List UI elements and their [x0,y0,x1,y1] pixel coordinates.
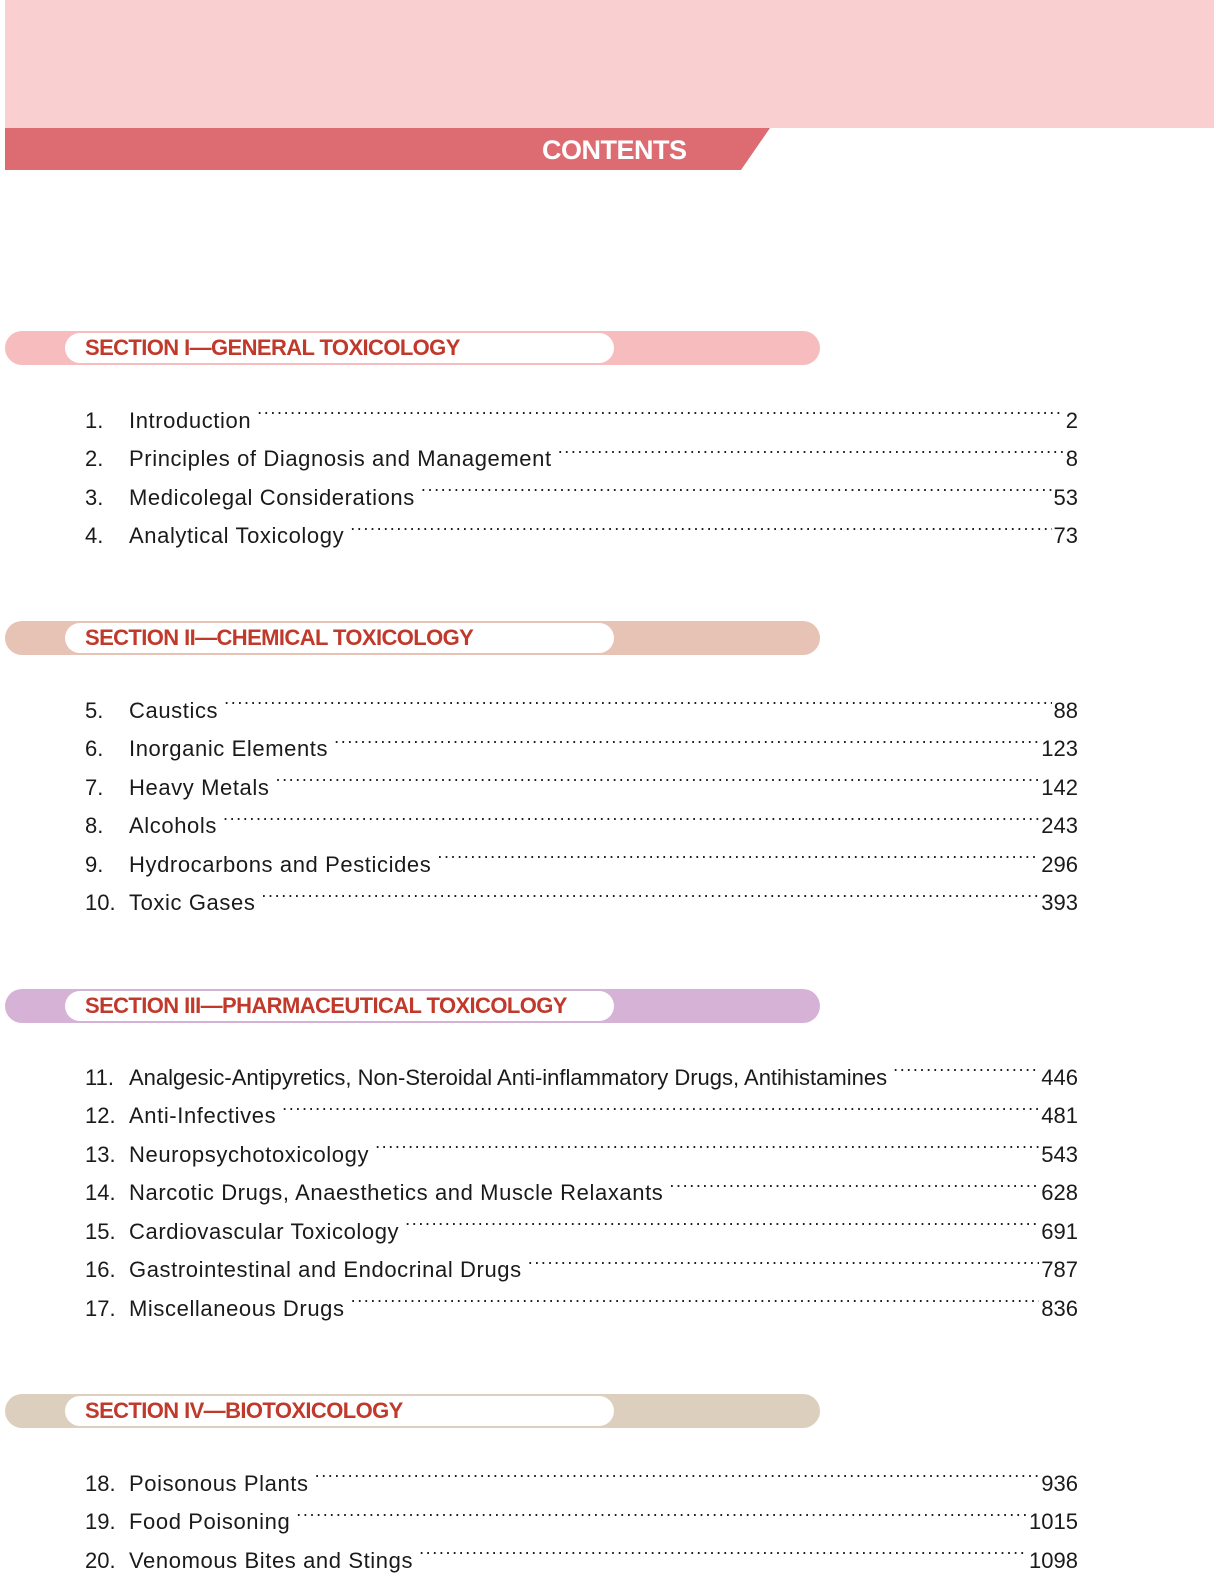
toc-entry[interactable] [85,718,1078,757]
chapter-number: 11. [85,1059,129,1098]
section-title: SECTION II—CHEMICAL TOXICOLOGY [85,624,473,652]
chapter-title: Introduction [129,402,257,441]
chapter-number: 10. [85,884,129,923]
dot-leader [275,756,1039,795]
toc-list-section-3 [85,1046,1078,1316]
chapter-number: 4. [85,517,129,556]
dot-leader [334,718,1039,757]
chapter-title: Analytical Toxicology [129,517,350,556]
section-header-chemical-toxicology [5,621,820,655]
dot-leader [224,679,1051,718]
chapter-number: 7. [85,769,129,808]
dot-leader [437,833,1039,872]
dot-leader [315,1452,1040,1491]
chapter-title: Alcohols [129,807,223,846]
chapter-number: 8. [85,807,129,846]
chapter-number: 1. [85,402,129,441]
page-number: 836 [1039,1290,1078,1329]
page-number: 142 [1039,769,1078,808]
chapter-number: 2. [85,440,129,479]
toc-list-section-4 [85,1452,1078,1568]
chapter-title: Miscellaneous Drugs [129,1290,351,1329]
page-number: 628 [1039,1174,1078,1213]
page-number: 481 [1039,1097,1078,1136]
chapter-number: 6. [85,730,129,769]
section-title: SECTION IV—BIOTOXICOLOGY [85,1397,403,1425]
page-number: 1098 [1027,1542,1078,1580]
chapter-number: 12. [85,1097,129,1136]
chapter-title: Toxic Gases [129,884,261,923]
dot-leader [558,428,1064,467]
dot-leader [893,1046,1039,1085]
chapter-number: 3. [85,479,129,518]
page-number: 243 [1039,807,1078,846]
toc-entry[interactable] [85,833,1078,872]
page-number: 73 [1052,517,1078,556]
dot-leader [282,1085,1039,1124]
dot-leader [528,1239,1040,1278]
toc-list-section-2 [85,679,1078,910]
page-number: 123 [1039,730,1078,769]
section-header-pharmaceutical-toxicology [5,989,820,1023]
chapter-number: 5. [85,692,129,731]
toc-list-section-1 [85,389,1078,543]
section-header-biotoxicology [5,1394,820,1428]
dot-leader [419,1529,1027,1568]
chapter-number: 13. [85,1136,129,1175]
chapter-title: Narcotic Drugs, Anaesthetics and Muscle Relaxants [129,1174,669,1213]
chapter-number: 20. [85,1542,129,1580]
chapter-title: Venomous Bites and Stings [129,1542,419,1580]
chapter-number: 9. [85,846,129,885]
dot-leader [669,1162,1039,1201]
page-number: 936 [1039,1465,1078,1504]
page-number: 446 [1039,1059,1078,1098]
toc-entry[interactable] [85,1046,1078,1085]
dot-leader [405,1200,1039,1239]
chapter-title: Medicolegal Considerations [129,479,421,518]
chapter-title: Heavy Metals [129,769,275,808]
chapter-number: 18. [85,1465,129,1504]
chapter-number: 15. [85,1213,129,1252]
toc-entry[interactable] [85,1452,1078,1491]
page-number: 296 [1039,846,1078,885]
section-title: SECTION I—GENERAL TOXICOLOGY [85,334,460,362]
toc-entry[interactable] [85,679,1078,718]
dot-leader [261,872,1039,911]
page-number: 1015 [1027,1503,1078,1542]
page-number: 8 [1064,440,1078,479]
chapter-title: Anti-Infectives [129,1097,282,1136]
chapter-title: Caustics [129,692,224,731]
dot-leader [421,466,1052,505]
chapter-title: Hydrocarbons and Pesticides [129,846,437,885]
chapter-title: Cardiovascular Toxicology [129,1213,405,1252]
section-header-general-toxicology [5,331,820,365]
chapter-number: 16. [85,1251,129,1290]
chapter-title: Neuropsychotoxicology [129,1136,375,1175]
chapter-title: Inorganic Elements [129,730,334,769]
dot-leader [257,389,1064,428]
chapter-number: 14. [85,1174,129,1213]
page-number: 53 [1052,479,1078,518]
chapter-number: 19. [85,1503,129,1542]
dot-leader [296,1491,1027,1530]
chapter-title: Gastrointestinal and Endocrinal Drugs [129,1251,528,1290]
dot-leader [375,1123,1039,1162]
dot-leader [350,505,1051,544]
page-number: 88 [1052,692,1078,731]
toc-entry[interactable] [85,795,1078,834]
header-band [5,0,1214,128]
chapter-title: Poisonous Plants [129,1465,315,1504]
section-title: SECTION III—PHARMACEUTICAL TOXICOLOGY [85,992,567,1020]
page-number: 2 [1064,402,1078,441]
page-number: 543 [1039,1136,1078,1175]
page-number: 393 [1039,884,1078,923]
page-number: 787 [1039,1251,1078,1290]
chapter-title: Analgesic-Antipyretics, Non-Steroidal Anti-inflammatory Drugs, Antihistamines [129,1059,893,1098]
chapter-title: Food Poisoning [129,1503,296,1542]
page-number: 691 [1039,1213,1078,1252]
dot-leader [351,1277,1040,1316]
chapter-title: Principles of Diagnosis and Management [129,440,558,479]
chapter-number: 17. [85,1290,129,1329]
toc-entry[interactable] [85,389,1078,428]
dot-leader [223,795,1039,834]
page-title: CONTENTS [542,133,687,167]
